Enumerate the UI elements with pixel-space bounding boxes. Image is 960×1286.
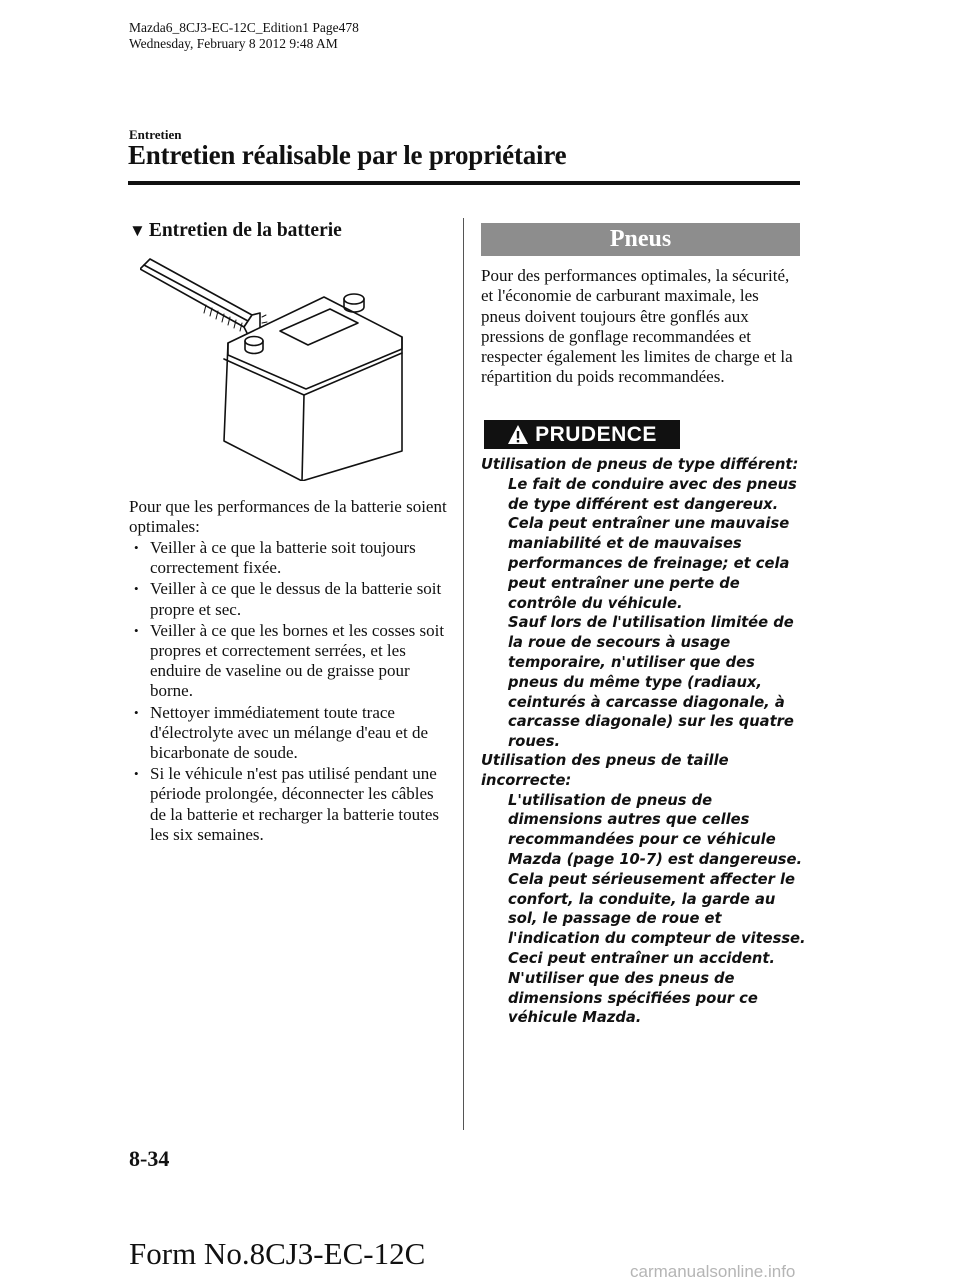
tires-banner: Pneus	[481, 223, 800, 256]
list-item: • Nettoyer immédiatement toute trace d'électrolyte avec un mélange d'eau et de bicarbonate de soude.	[129, 703, 449, 764]
battery-brush-illustration	[140, 255, 422, 481]
caution-paragraph: Le fait de conduire avec des pneus de type différent est dangereux. Cela peut entraîner une mauvaise maniabilité et de mauvaises performances de freinage; et cela peut entraîner une perte de contrôle du véhicule.	[508, 475, 797, 612]
caution-block-tire-size	[481, 751, 806, 1028]
caution-label: PRUDENCE	[535, 422, 657, 446]
battery-list	[129, 538, 449, 846]
caution-badge	[484, 420, 680, 449]
watermark: carmanualsonline.info	[630, 1262, 796, 1281]
print-header-date: Wednesday, February 8 2012 9:48 AM	[129, 36, 338, 51]
list-item: • Si le véhicule n'est pas utilisé pendant une période prolongée, déconnecter les câbles de la batterie et recharger la batterie toutes les six semaines.	[129, 764, 449, 845]
caution-heading: Utilisation de pneus de type différent:	[481, 456, 799, 473]
column-divider	[463, 218, 464, 1130]
print-header	[129, 20, 359, 52]
list-item: • Veiller à ce que la batterie soit toujours correctement fixée.	[129, 538, 449, 578]
title-rule	[128, 181, 800, 185]
caution-heading: Utilisation des pneus de taille incorrecte:	[481, 752, 729, 789]
print-header-file: Mazda6_8CJ3-EC-12C_Edition1 Page478	[129, 20, 359, 35]
caution-paragraph: L'utilisation de pneus de dimensions autres que celles recommandées pour ce véhicule Mazda (page 10-7) est dangereuse. Cela peut sérieusement affecter le confort, la conduite, la garde au sol, le passage de roue et l'indication du compteur de vitesse. Ceci peut entraîner un accident.	[508, 791, 806, 967]
section-label: Entretien	[129, 127, 182, 142]
tires-intro: Pour des performances optimales, la sécurité, et l'économie de carburant maximale, les pneus doivent toujours être gonflés aux pressions de gonflage recommandées et respecter également les limites de charge et la répartition du poids recommandées.	[481, 266, 793, 387]
caution-block-tire-type	[481, 455, 806, 752]
page-number: 8-34	[129, 1146, 170, 1171]
page-title: Entretien réalisable par le propriétaire	[128, 140, 567, 170]
battery-intro: Pour que les performances de la batterie soient optimales:	[129, 497, 447, 536]
caution-paragraph: Sauf lors de l'utilisation limitée de la roue de secours à usage temporaire, n'utiliser que des pneus du même type (radiaux, ceinturés à carcasse diagonale, à carcasse diagonale) sur les quatre roues.	[508, 614, 794, 751]
list-item: • Veiller à ce que les bornes et les cosses soit propres et correctement serrées, et les enduire de vaseline ou de graisse pour borne.	[129, 621, 449, 702]
battery-heading-text: Entretien de la batterie	[148, 220, 342, 241]
caution-paragraph: N'utiliser que des pneus de dimensions spécifiées pour ce véhicule Mazda.	[508, 969, 758, 1027]
warning-icon	[507, 424, 529, 446]
battery-heading	[129, 220, 342, 242]
triangle-down-icon: ▼	[129, 221, 146, 240]
list-item: • Veiller à ce que le dessus de la batterie soit propre et sec.	[129, 579, 449, 619]
form-number: Form No.8CJ3-EC-12C	[129, 1236, 426, 1271]
